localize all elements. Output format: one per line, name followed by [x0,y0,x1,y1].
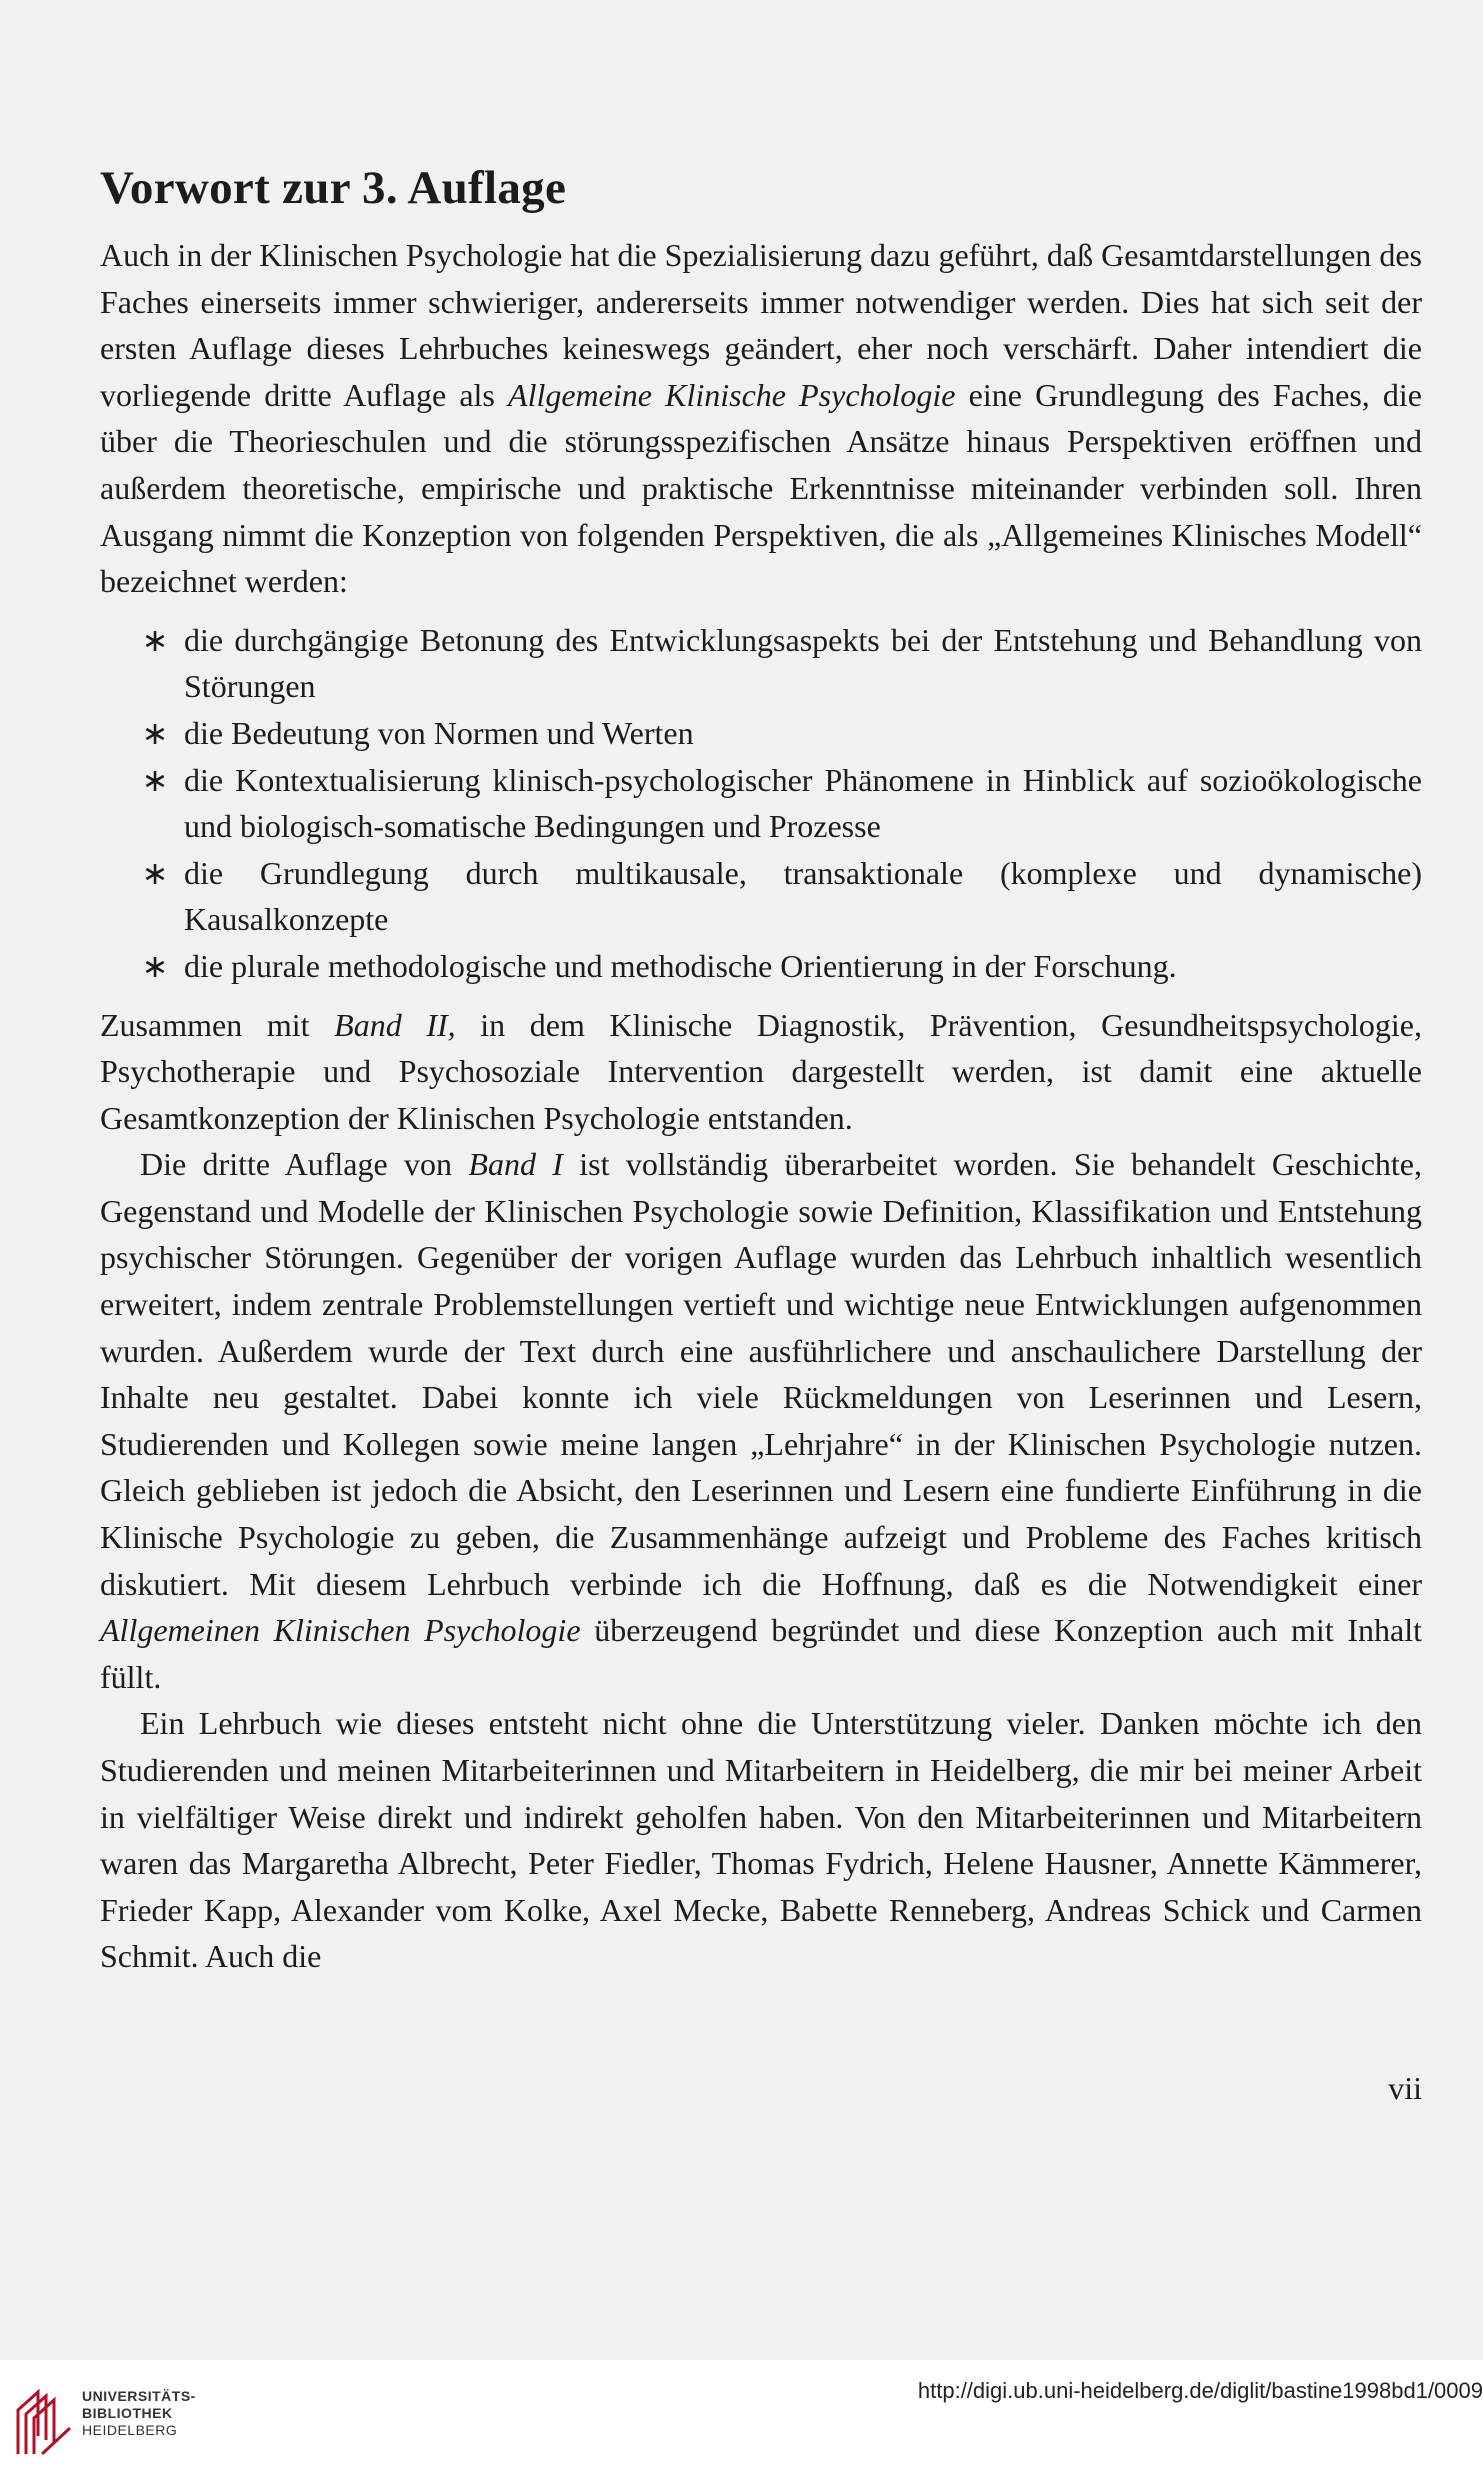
band-two-paragraph [100,1002,1422,1142]
list-item [100,757,1422,850]
third-edition-paragraph [100,1141,1422,1700]
library-name-line: BIBLIOTHEK [82,2405,173,2421]
list-item [100,710,1422,757]
italic-text: Allgemeinen Klinischen Psychologie [100,1612,581,1649]
acknowledgement-paragraph: Ein Lehrbuch wie dieses entsteht nicht ohne die Unterstützung vieler. Danken möchte ich den Studierenden und meinen Mitarbeiterinnen und Mitarbeitern in Heidelberg, die mir bei meiner Arbeit in vielfältiger Weise direkt und indirekt geholfen haben. Von den Mitarbeiterinnen und Mitarbeitern waren das Margaretha Albrecht, Peter Fiedler, Thomas Fydrich, Helene Hausner, Annette Kämmerer, Frieder Kapp, Alexander vom Kolke, Axel Mecke, Babette Renneberg, Andreas Schick und Carmen Schmit. Auch die [100,1705,1422,1975]
perspectives-list [100,617,1422,990]
footer-bar [0,2360,1483,2471]
library-name [82,2388,196,2439]
list-item [100,850,1422,943]
asterisk-bullet-icon: ∗ [141,621,169,658]
page-number: vii [1388,2070,1422,2106]
asterisk-bullet-icon: ∗ [141,854,169,891]
asterisk-bullet-icon: ∗ [141,761,169,798]
list-item-text: die plurale methodologische und methodische Orientierung in der Forschung. [184,947,1177,984]
text-span: Auch in der Klinischen Psychologie hat die Spezialisierung dazu geführt, daß Gesamtdarstellungen des Faches einerseits immer schwieriger, andererseits immer notwendiger werden. Dies hat sich seit der ersten Auflage dieses Lehrbuches keineswegs geändert, eher noch verschärft. Daher intendiert die vorliegende dritte Auflage als [100,237,1422,413]
text-span: Zusammen mit [100,1006,335,1043]
page-content [100,160,1422,1980]
list-item-text: die durchgängige Betonung des Entwicklungsaspekts bei der Entstehung und Behandlung von Störungen [184,621,1422,705]
list-item [100,943,1422,990]
library-name-line: HEIDELBERG [82,2422,178,2438]
list-item [100,617,1422,710]
list-item-text: die Kontextualisierung klinisch-psychologischer Phänomene in Hinblick auf sozioökologische und biologisch-somatische Bedingungen und Prozesse [184,761,1422,845]
asterisk-bullet-icon: ∗ [141,714,169,751]
text-span: Die dritte Auflage von [140,1146,469,1183]
italic-text: Allgemeine Klinische Psychologie [508,376,956,413]
source-url [918,2378,1483,2404]
library-logo-icon [14,2388,74,2458]
text-span: eine Grundlegung des Faches, die über die Theorieschulen und die störungsspezifischen Ansätze hinaus Perspektiven eröffnen und außerdem theoretische, empirische und praktische Erkenntnisse miteinander verbinden soll. Ihren Ausgang nimmt die Konzeption von folgenden Perspektiven, die als „Allgemeines Klinisches Modell“ bezeichnet werden: [100,376,1423,600]
list-item-text: die Bedeutung von Normen und Werten [184,714,694,751]
italic-text: Band I [468,1146,563,1183]
intro-paragraph [100,232,1422,605]
list-item-text: die Grundlegung durch multikausale, transaktionale (komplexe und dynamische) Kausalkonzepte [184,854,1422,938]
page-heading: Vorwort zur 3. Auflage [100,162,567,214]
text-span: ist vollständig überarbeitet worden. Sie behandelt Geschichte, Gegenstand und Modelle der Klinischen Psychologie sowie Definition, Klassifikation und Entstehung psychischer Störungen. Gegenüber der vorigen Auflage wurden das Lehrbuch inhaltlich wesentlich erweitert, indem zentrale Problemstellungen vertieft und wichtige neue Entwicklungen aufgenommen wurden. Außerdem wurde der Text durch eine ausführlichere und anschaulichere Darstellung der Inhalte neu gestaltet. Dabei konnte ich viele Rückmeldungen von Leserinnen und Lesern, Studierenden und Kollegen sowie meine langen „Lehrjahre“ in der Klinischen Psychologie nutzen. Gleich geblieben ist jedoch die Absicht, den Leserinnen und Lesern eine fundierte Einführung in die Klinische Psychologie zu geben, die Zusammenhänge aufzeigt und Probleme des Faches kritisch diskutiert. Mit diesem Lehrbuch verbinde ich die Hoffnung, daß es die Notwendigkeit einer [100,1146,1423,1602]
source-url-link[interactable]: http://digi.ub.uni-heidelberg.de/diglit/bastine1998bd1/0009 [917,2378,1483,2403]
library-name-line: UNIVERSITÄTS- [82,2388,196,2404]
italic-text: Band II, [334,1006,456,1043]
text-span: in dem Klinische Diagnostik, Prävention, Gesundheitspsychologie, Psychotherapie und Psychosoziale Intervention dargestellt werden, ist damit eine aktuelle Gesamtkonzeption der Klinischen Psychologie entstanden. [100,1006,1423,1136]
asterisk-bullet-icon: ∗ [141,947,169,984]
text-span: überzeugend begründet und diese Konzeption auch mit Inhalt füllt. [100,1612,1423,1695]
